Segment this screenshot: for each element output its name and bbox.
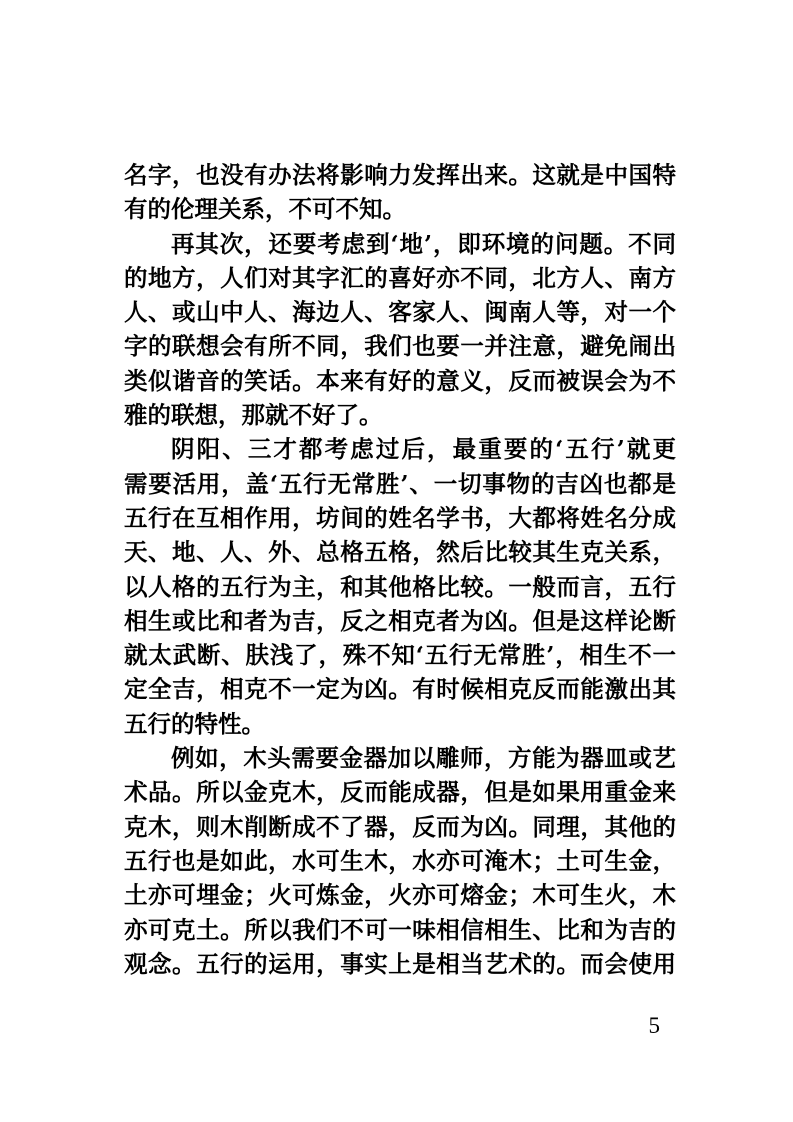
page-number: 5 [648, 1013, 660, 1038]
body-text [124, 158, 676, 981]
text-line: 有的伦理关系，不可不知。 [124, 195, 406, 224]
text-line: 土亦可埋金；火可炼金，火亦可熔金；木可生火，木 [124, 881, 676, 910]
text-line: 术品。所以金克木，反而能成器，但是如果用重金来 [124, 778, 676, 807]
text-line: 的地方，人们对其字汇的喜好亦不同，北方人、南方 [124, 263, 676, 292]
text-line: 亦可克土。所以我们不可一味相信相生、比和为吉的 [124, 915, 676, 944]
text-line: 克木，则木削断成不了器，反而为凶。同理，其他的 [124, 812, 676, 841]
text-line: 以人格的五行为主，和其他格比较。一般而言，五行 [124, 572, 676, 601]
text-line: 相生或比和者为吉，反之相克者为凶。但是这样论断 [124, 606, 676, 635]
text-line: 名字，也没有办法将影响力发挥出来。这就是中国特 [124, 161, 676, 189]
text-line: 阴阳、三才都考虑过后，最重要的‘五行’就更 [171, 435, 676, 464]
text-line: 例如，木头需要金器加以雕师，方能为器皿或艺 [171, 744, 676, 773]
text-line: 就太武断、肤浅了，殊不知‘五行无常胜’，相生不一 [124, 641, 676, 670]
text-line: 五行在互相作用，坊间的姓名学书，大都将姓名分成 [124, 503, 676, 532]
text-line: 需要活用，盖‘五行无常胜’、一切事物的吉凶也都是 [124, 469, 676, 498]
text-line: 再其次，还要考虑到‘地’，即环境的问题。不同 [171, 229, 676, 258]
text-line: 五行的特性。 [124, 709, 265, 738]
text-line: 字的联想会有所不同，我们也要一并注意，避免闹出 [124, 332, 676, 361]
text-line: 定全吉，相克不一定为凶。有时候相克反而能激出其 [124, 675, 676, 704]
text-line: 观念。五行的运用，事实上是相当艺术的。而会使用 [124, 949, 676, 978]
text-line: 雅的联想，那就不好了。 [124, 401, 383, 430]
text-line: 人、或山中人、海边人、客家人、闽南人等，对一个 [124, 298, 676, 327]
text-line: 天、地、人、外、总格五格，然后比较其生克关系， [124, 538, 676, 567]
text-line: 类似谐音的笑话。本来有好的意义，反而被误会为不 [124, 366, 676, 395]
text-line: 五行也是如此，水可生木，水亦可淹木；土可生金， [124, 846, 676, 875]
